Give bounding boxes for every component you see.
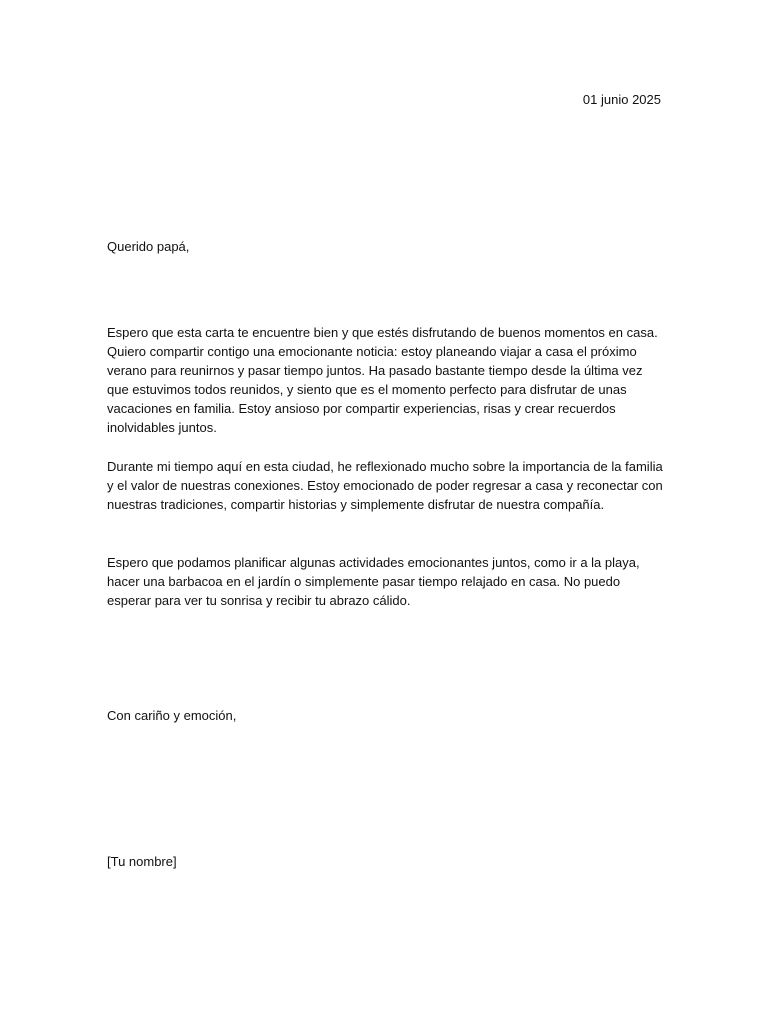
letter-closing: Con cariño y emoción,: [107, 708, 237, 723]
letter-paragraph-1: Espero que esta carta te encuentre bien y que estés disfrutando de buenos momentos en casa. Quiero compartir contigo una emocionante noticia: estoy planeando viajar a casa el próximo verano para reunirnos y pasar tiempo juntos. Ha pasado bastante tiempo desde la última vez que estuvimos todos reunidos, y siento que es el momento perfecto para disfrutar de unas vacaciones en familia. Estoy ansioso por compartir experiencias, risas y crear recuerdos inolvidables juntos.: [107, 325, 658, 435]
letter-date: 01 junio 2025: [582, 92, 661, 107]
letter-paragraph-3: Espero que podamos planificar algunas actividades emocionantes juntos, como ir a la playa, hacer una barbacoa en el jardín o simplemente pasar tiempo relajado en casa. No puedo esperar para ver tu sonrisa y recibir tu abrazo cálido.: [107, 555, 640, 608]
letter-signature: [Tu nombre]: [107, 854, 177, 869]
letter-paragraph-2: Durante mi tiempo aquí en esta ciudad, he reflexionado mucho sobre la importancia de la familia y el valor de nuestras conexiones. Estoy emocionado de poder regresar a casa y reconectar con nuestras tradiciones, compartir historias y simplemente disfrutar de nuestra compañía.: [107, 459, 663, 512]
letter-salutation: Querido papá,: [107, 239, 190, 254]
